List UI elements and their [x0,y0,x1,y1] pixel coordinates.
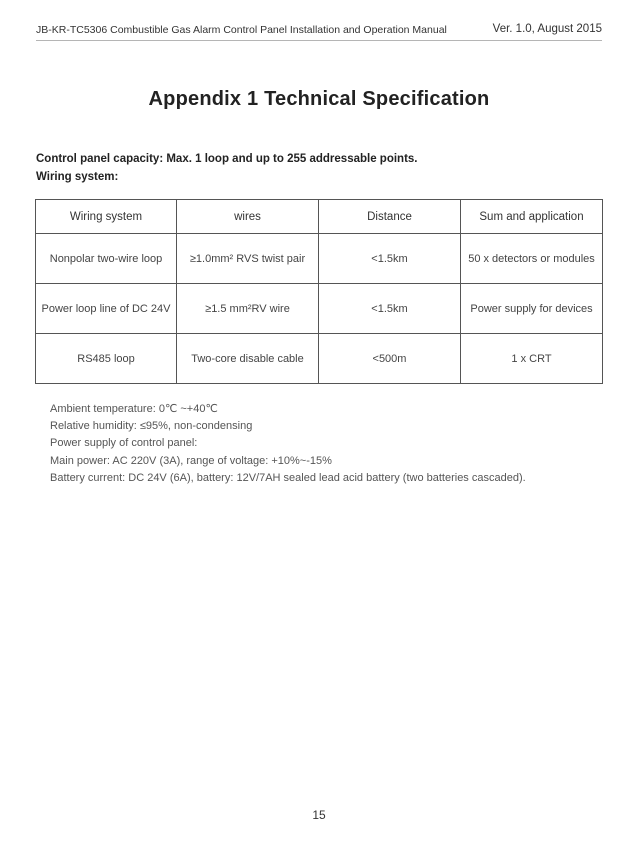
environment-notes [50,401,610,487]
table-cell: Nonpolar two-wire loop [36,234,177,284]
table-cell: 1 x CRT [461,334,603,384]
lead-section [36,150,602,186]
table-cell: <1.5km [319,284,461,334]
note-main-power: Main power: AC 220V (3A), range of voltage: +10%~-15% [50,454,332,467]
table-cell: ≥1.0mm² RVS twist pair [177,234,319,284]
table-row [36,234,603,284]
column-header: Wiring system [36,200,177,234]
running-header [36,22,602,41]
table-row [36,334,603,384]
table-cell: ≥1.5 mm²RV wire [177,284,319,334]
header-version: Ver. 1.0, August 2015 [492,23,602,35]
column-header: Sum and application [461,200,603,234]
table-header-row [36,200,603,234]
wiring-system-label: Wiring system: [36,171,119,183]
wiring-spec-table [35,199,603,384]
table-cell: <500m [319,334,461,384]
header-manual-title: JB-KR-TC5306 Combustible Gas Alarm Control Panel Installation and Operation Manual [36,24,447,36]
page-title: Appendix 1 Technical Specification [148,88,490,110]
capacity-statement: Control panel capacity: Max. 1 loop and up to 255 addressable points. [36,153,418,165]
note-temperature: Ambient temperature: 0℃ ~+40℃ [50,403,218,415]
column-header: Distance [319,200,461,234]
table-row [36,284,603,334]
table-cell: <1.5km [319,234,461,284]
page-number: 15 [312,808,326,822]
table-cell: RS485 loop [36,334,177,384]
table-cell: Power loop line of DC 24V [36,284,177,334]
table-cell: Power supply for devices [461,284,603,334]
note-battery: Battery current: DC 24V (6A), battery: 12V/7AH sealed lead acid battery (two batteries cascaded). [50,471,526,484]
column-header: wires [177,200,319,234]
note-power-supply: Power supply of control panel: [50,437,198,450]
table-cell: Two-core disable cable [177,334,319,384]
table-cell: 50 x detectors or modules [461,234,603,284]
note-humidity: Relative humidity: ≤95%, non-condensing [50,420,253,433]
